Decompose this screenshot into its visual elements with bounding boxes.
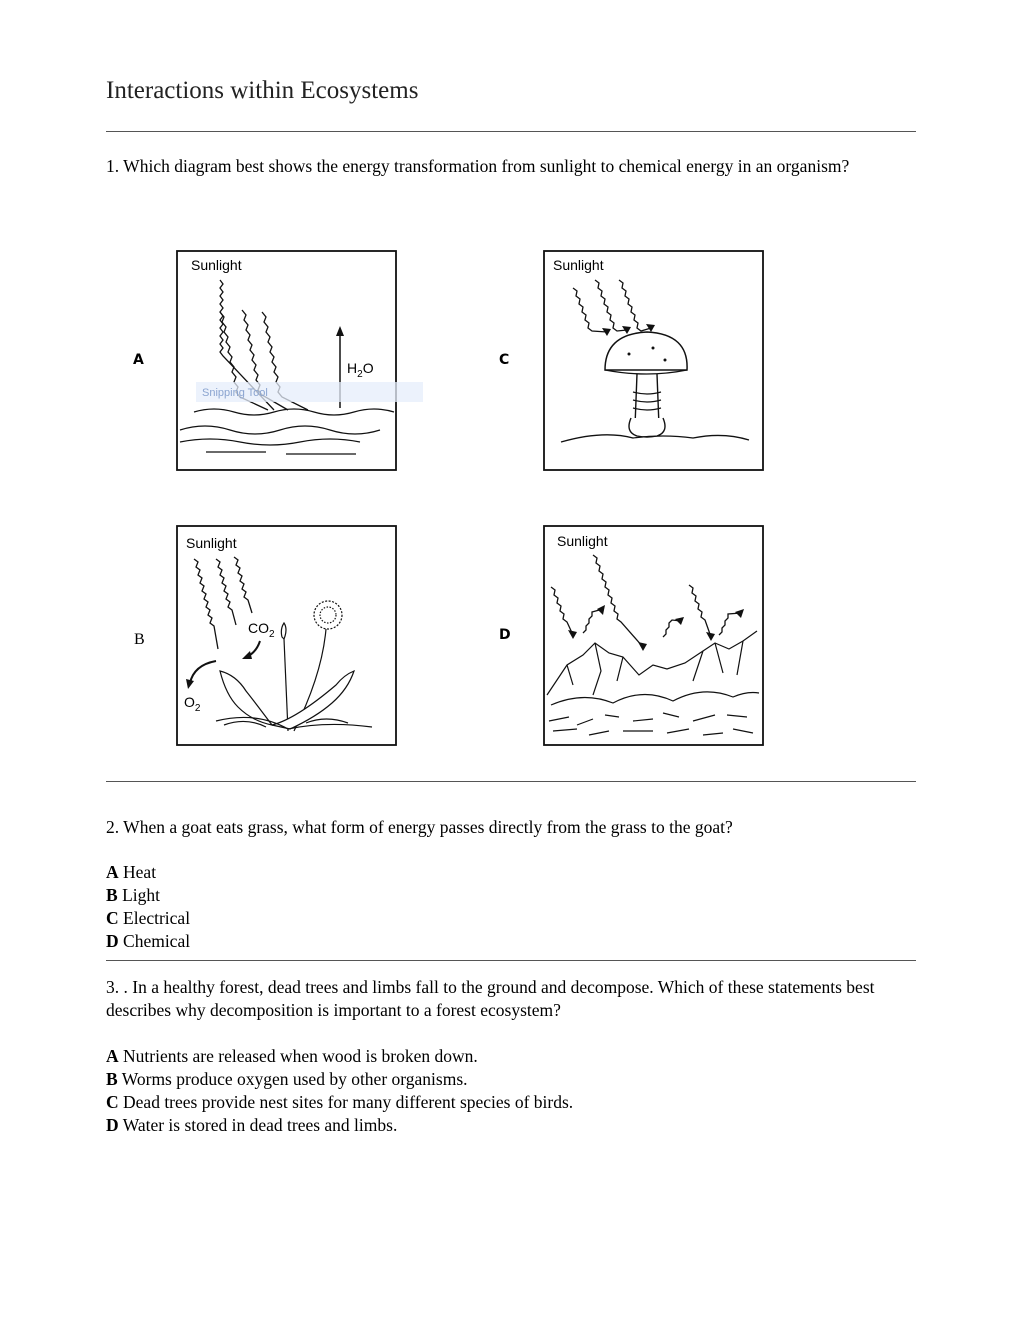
diagram-a-label: A bbox=[133, 352, 144, 368]
choice-c: C Dead trees provide nest sites for many different species of birds. bbox=[106, 1092, 574, 1112]
divider bbox=[106, 781, 916, 782]
diagram-d-sunlight-label: Sunlight bbox=[557, 533, 608, 549]
h2o-label: $H_2O$ bbox=[347, 360, 374, 380]
divider bbox=[106, 131, 916, 132]
question-3-choices bbox=[106, 1045, 573, 1137]
diagram-a bbox=[176, 250, 426, 472]
diagram-c bbox=[543, 250, 767, 472]
choice-b: B Worms produce oxygen used by other organisms. bbox=[106, 1069, 468, 1089]
choice-b: B Light bbox=[106, 885, 160, 905]
svg-text:Snipping Tool: Snipping Tool bbox=[202, 387, 268, 399]
choice-c: C Electrical bbox=[106, 908, 191, 928]
diagram-b-sunlight-label: Sunlight bbox=[186, 535, 237, 551]
choice-d: D Chemical bbox=[106, 931, 191, 951]
diagram-b-label: B bbox=[134, 631, 145, 648]
diagram-c-sunlight-label: Sunlight bbox=[553, 257, 604, 273]
question-1-text: 1. Which diagram best shows the energy transformation from sunlight to chemical energy in an organism? bbox=[106, 156, 850, 176]
diagram-b bbox=[176, 525, 400, 749]
co2-label: $CO_2$ bbox=[248, 620, 275, 640]
page-title: Interactions within Ecosystems bbox=[106, 77, 419, 104]
question-2-text: 2. When a goat eats grass, what form of energy passes directly from the grass to the goat? bbox=[106, 817, 733, 837]
choice-a: A Heat bbox=[106, 862, 157, 882]
choice-d: D Water is stored in dead trees and limbs. bbox=[106, 1115, 398, 1135]
question-3-text: 3. . In a healthy forest, dead trees and limbs fall to the ground and decompose. Which of these statements best describes why decomposition is important to a forest ecosystem? bbox=[106, 977, 875, 1020]
o2-label: $O_2$ bbox=[184, 694, 201, 714]
diagram-a-sunlight-label: Sunlight bbox=[191, 257, 242, 273]
diagram-c-label: C bbox=[499, 352, 510, 368]
question-2-choices bbox=[106, 861, 190, 953]
diagram-d-label: D bbox=[499, 627, 511, 643]
diagram-d bbox=[543, 525, 767, 749]
divider bbox=[106, 960, 916, 961]
choice-a: A Nutrients are released when wood is broken down. bbox=[106, 1046, 478, 1066]
